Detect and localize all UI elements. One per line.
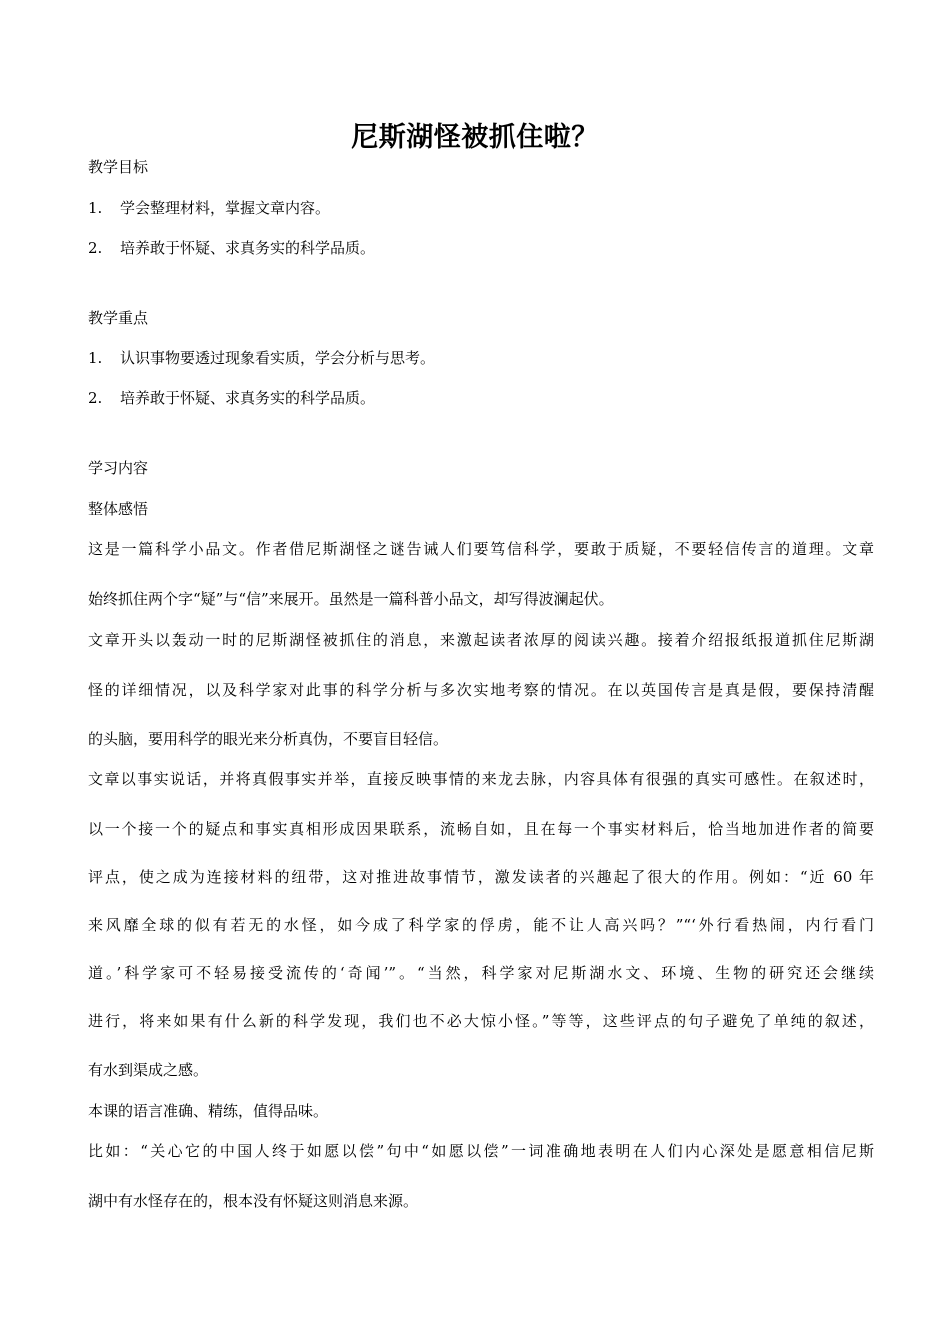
- key-point-item-1-text: 认识事物要透过现象看实质，学会分析与思考。: [120, 349, 436, 367]
- paragraph-1-line-2: 始终抓住两个字“疑”与“信”来展开。虽然是一篇科普小品文，却写得波澜起伏。: [88, 590, 614, 608]
- objective-item-1-number: 1.: [88, 199, 103, 217]
- paragraph-3-line-2: 以一个接一个的疑点和事实真相形成因果联系，流畅自如，且在每一个事实材料后，恰当地加进作者的简要: [88, 820, 874, 838]
- objective-item-2-text: 培养敢于怀疑、求真务实的科学品质。: [120, 239, 376, 257]
- key-point-item-2: [88, 387, 375, 409]
- key-point-item-1: [88, 347, 435, 369]
- paragraph-2-line-1: 文章开头以轰动一时的尼斯湖怪被抓住的消息，来激起读者浓厚的阅读兴趣。接着介绍报纸报道抓住尼斯湖: [88, 631, 874, 649]
- objective-item-1: [88, 197, 330, 219]
- paragraph-3-line-3: 评点，使之成为连接材料的纽带，这对推进故事情节，激发读者的兴趣起了很大的作用。例如：“近 60 年: [88, 868, 874, 886]
- paragraph-4-line-1: 本课的语言准确、精练，值得品味。: [88, 1102, 329, 1120]
- paragraph-5-line-2: 湖中有水怪存在的，根本没有怀疑这则消息来源。: [88, 1192, 419, 1210]
- paragraph-2-line-2: 怪的详细情况，以及科学家对此事的科学分析与多次实地考察的情况。在以英国传言是真是假，要保持清醒: [88, 681, 874, 699]
- paragraph-2-line-3: 的头脑，要用科学的眼光来分析真伪，不要盲目轻信。: [88, 730, 449, 748]
- paragraph-3-line-1: 文章以事实说话，并将真假事实并举，直接反映事情的来龙去脉，内容具体有很强的真实可感性。在叙述时，: [88, 770, 874, 788]
- key-point-item-2-text: 培养敢于怀疑、求真务实的科学品质。: [120, 389, 376, 407]
- paragraph-5-line-1: 比如：“关心它的中国人终于如愿以偿”句中“如愿以偿”一词准确地表明在人们内心深处是愿意相信尼斯: [88, 1142, 874, 1160]
- key-point-item-2-number: 2.: [88, 389, 103, 407]
- paragraph-3-line-6: 进行，将来如果有什么新的科学发现，我们也不必大惊小怪。”等等，这些评点的句子避免了单纯的叙述，: [88, 1012, 874, 1030]
- objective-item-2-number: 2.: [88, 239, 103, 257]
- key-points-heading: 教学重点: [88, 309, 149, 327]
- content-heading: 学习内容: [88, 459, 149, 477]
- objective-item-2: [88, 237, 375, 259]
- content-subheading: 整体感悟: [88, 500, 149, 518]
- key-point-item-1-number: 1.: [88, 349, 103, 367]
- paragraph-1-line-1: 这是一篇科学小品文。作者借尼斯湖怪之谜告诫人们要笃信科学，要敢于质疑，不要轻信传言的道理。文章: [88, 540, 874, 558]
- paragraph-3-line-7: 有水到渠成之感。: [88, 1061, 209, 1079]
- paragraph-3-line-4: 来风靡全球的似有若无的水怪，如今成了科学家的俘虏，能不让人高兴吗？”“‘外行看热闹，内行看门: [88, 916, 874, 934]
- objectives-heading: 教学目标: [88, 158, 149, 176]
- objective-item-1-text: 学会整理材料，掌握文章内容。: [120, 199, 331, 217]
- paragraph-3-line-5: 道。’科学家可不轻易接受流传的‘奇闻’”。“当然，科学家对尼斯湖水文、环境、生物的研究还会继续: [88, 964, 874, 982]
- page-title: 尼斯湖怪被抓住啦？: [351, 122, 599, 153]
